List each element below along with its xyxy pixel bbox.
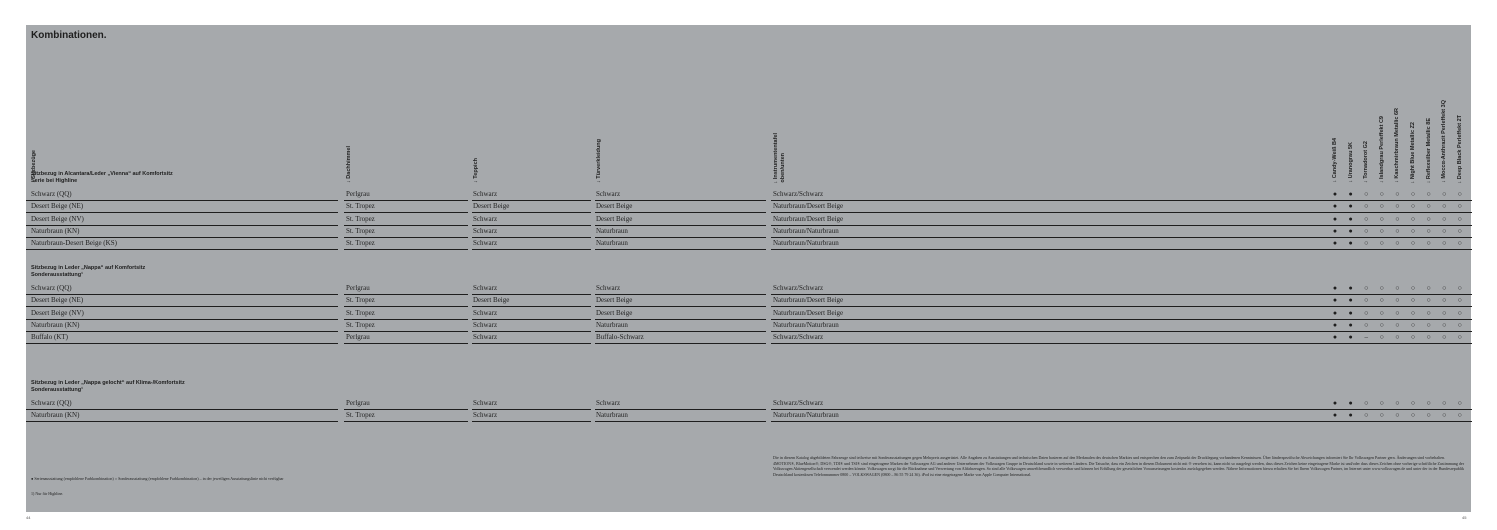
cell-instrument: Naturbraun/Naturbraun	[773, 411, 839, 420]
availability-mark: ●	[1348, 296, 1353, 305]
row-rule	[595, 189, 766, 201]
cell-seat: Schwarz (QQ)	[31, 190, 72, 198]
availability-mark: ○	[1410, 239, 1416, 248]
availability-mark: ○	[1364, 190, 1369, 198]
cell-instrument: Schwarz/Schwarz	[773, 190, 824, 198]
availability-mark: ○	[1395, 239, 1400, 248]
availability-mark: ○	[1426, 226, 1431, 235]
table-row	[26, 214, 1471, 226]
cell-carpet: Schwarz	[473, 333, 498, 342]
group-heading	[31, 265, 145, 279]
cell-headliner: St. Tropez	[346, 239, 375, 248]
row-rule	[771, 226, 1331, 238]
availability-mark: ●	[1348, 202, 1353, 211]
availability-mark: ○	[1395, 399, 1400, 407]
availability-mark: ○	[1426, 214, 1431, 223]
availability-mark: ○	[1364, 296, 1369, 305]
row-rule	[26, 398, 338, 410]
cell-instrument: Naturbraun/Naturbraun	[773, 239, 839, 248]
cell-seat: Naturbraun (KN)	[31, 320, 80, 329]
footnote: 1) Nur für Highline.	[31, 491, 64, 496]
availability-mark: ○	[1364, 320, 1369, 329]
paint-color-header: ↓ Night Blue Metallic Z2	[1410, 121, 1416, 183]
cell-carpet: Schwarz	[473, 308, 498, 317]
availability-mark: ○	[1442, 239, 1447, 248]
row-rule	[26, 332, 338, 344]
table-row	[26, 189, 1471, 201]
availability-mark: ○	[1364, 399, 1369, 407]
cell-door: Naturbraun	[596, 411, 628, 420]
row-rule	[595, 283, 766, 295]
availability-mark: ○	[1395, 284, 1400, 292]
cell-seat: Desert Beige (NV)	[31, 308, 84, 317]
cell-carpet: Desert Beige	[473, 202, 510, 211]
cell-carpet: Schwarz	[473, 239, 498, 248]
group-subtitle: Sonderausstattung¹	[31, 272, 83, 278]
availability-mark: ○	[1442, 333, 1447, 342]
group-subtitle: Sonderausstattung¹	[31, 387, 83, 393]
cell-seat: Naturbraun-Desert Beige (KS)	[31, 239, 117, 248]
paint-color-header: ↓ Uranograu 5K	[1347, 142, 1354, 183]
availability-mark: ○	[1395, 296, 1400, 305]
cell-instrument: Naturbraun/Naturbraun	[773, 226, 839, 235]
availability-mark: ○	[1410, 202, 1416, 211]
cell-seat: Desert Beige (NV)	[31, 214, 84, 223]
paint-color-header: ↓ Kaschmirbraun Metallic 6R	[1394, 108, 1401, 183]
cell-door: Desert Beige	[596, 308, 633, 317]
cell-carpet: Schwarz	[473, 399, 498, 407]
cell-instrument: Naturbraun/Naturbraun	[773, 320, 839, 329]
table-row	[26, 201, 1471, 213]
row-rule	[771, 283, 1331, 295]
availability-mark: ○	[1410, 399, 1416, 407]
row-rule	[771, 201, 1331, 213]
availability-mark: ○	[1457, 190, 1462, 198]
cell-instrument: Naturbraun/Desert Beige	[773, 214, 844, 223]
cell-instrument: Naturbraun/Desert Beige	[773, 202, 844, 211]
availability-mark: ○	[1426, 239, 1431, 248]
availability-mark: ●	[1332, 284, 1338, 292]
availability-mark: ○	[1457, 411, 1462, 420]
availability-mark: ○	[1426, 296, 1431, 305]
header-instrument: ↓ Instrumententafel oben/unten	[773, 132, 786, 183]
row-rule	[771, 189, 1331, 201]
availability-mark: ○	[1379, 202, 1384, 211]
cell-instrument: Schwarz/Schwarz	[773, 399, 824, 407]
availability-mark: ○	[1410, 190, 1416, 198]
availability-mark: ○	[1379, 320, 1384, 329]
cell-door: Desert Beige	[596, 214, 633, 223]
availability-mark: ●	[1348, 333, 1353, 342]
paint-color-header: ↓ Reflexsilber Metallic 8E	[1425, 117, 1432, 183]
cell-headliner: St. Tropez	[346, 214, 375, 223]
availability-mark: ●	[1348, 214, 1353, 223]
availability-mark: –	[1364, 333, 1368, 342]
availability-mark: ○	[1410, 296, 1416, 305]
availability-mark: ●	[1332, 296, 1338, 305]
row-rule	[771, 332, 1331, 344]
cell-carpet: Schwarz	[473, 226, 498, 235]
table-row	[26, 238, 1471, 250]
cell-headliner: Perlgrau	[346, 399, 370, 407]
group-title: Sitzbezug in Leder „Nappa“ auf Komfortsitz	[31, 265, 146, 271]
cell-seat: Desert Beige (NE)	[31, 296, 84, 305]
group-subtitle: Serie bei Highline	[31, 178, 78, 184]
availability-mark: ○	[1442, 226, 1447, 235]
combination-sheet	[26, 25, 1471, 512]
availability-mark: ○	[1395, 333, 1400, 342]
header-carpet: ↓ Teppich	[473, 158, 479, 183]
availability-mark: ○	[1379, 226, 1384, 235]
availability-mark: ○	[1442, 190, 1447, 198]
row-rule	[771, 295, 1331, 307]
cell-door: Schwarz	[596, 284, 621, 292]
availability-mark: ○	[1457, 320, 1462, 329]
availability-mark: ○	[1379, 239, 1384, 248]
cell-carpet: Schwarz	[473, 214, 498, 223]
cell-headliner: Perlgrau	[346, 190, 370, 198]
availability-mark: ○	[1457, 333, 1462, 342]
cell-seat: Schwarz (QQ)	[31, 284, 72, 292]
cell-door: Schwarz	[596, 190, 621, 198]
availability-mark: ●	[1332, 190, 1338, 198]
availability-mark: ●	[1348, 320, 1353, 329]
availability-mark: ○	[1379, 399, 1384, 407]
table-row	[26, 320, 1471, 332]
cell-door: Naturbraun	[596, 239, 628, 248]
paint-color-header: ↓ Tornadorot G2	[1363, 140, 1370, 183]
group-heading	[31, 171, 173, 185]
cell-headliner: Perlgrau	[346, 284, 370, 292]
table-row	[26, 283, 1471, 295]
availability-mark: ○	[1410, 226, 1416, 235]
availability-mark: ○	[1442, 296, 1447, 305]
paint-color-header: ↓ Islandgrau Perleffekt C9	[1378, 115, 1385, 183]
page-number-left: 44	[26, 515, 31, 520]
group-title: Sitzbezug in Alcantara/Leder „Vienna“ auf Komfortsitz	[31, 171, 173, 177]
availability-mark: ○	[1379, 190, 1384, 198]
legend: ● Serienausstattung (empfohlene Farbkombination) ○ Sonderausstattung (empfohlene Farbkombination) – in der jeweiligen Ausstattungslinie nicht verfügbar	[31, 476, 284, 481]
availability-mark: ○	[1410, 308, 1416, 317]
availability-mark: ●	[1332, 214, 1338, 223]
group-title: Sitzbezug in Leder „Nappa gelocht“ auf Klima-/Komfortsitz	[31, 380, 185, 386]
availability-mark: ○	[1426, 308, 1431, 317]
availability-mark: ○	[1426, 399, 1431, 407]
header-door: ↓ Türverkleidung	[596, 138, 602, 183]
page-title: Kombinationen.	[31, 30, 107, 41]
availability-mark: ●	[1332, 411, 1338, 420]
cell-carpet: Schwarz	[473, 284, 498, 292]
availability-mark: ●	[1348, 239, 1353, 248]
cell-seat: Schwarz (QQ)	[31, 399, 72, 407]
cell-headliner: Perlgrau	[346, 333, 370, 342]
table-row	[26, 226, 1471, 238]
availability-mark: ●	[1332, 333, 1338, 342]
row-rule	[771, 214, 1331, 226]
cell-seat: Naturbraun (KN)	[31, 411, 80, 420]
availability-mark: ●	[1332, 226, 1338, 235]
availability-mark: ○	[1457, 239, 1462, 248]
cell-seat: Desert Beige (NE)	[31, 202, 84, 211]
availability-mark: ●	[1348, 226, 1353, 235]
availability-mark: ○	[1457, 202, 1462, 211]
header-headliner: ↓ Dachhimmel	[346, 146, 352, 183]
availability-mark: ○	[1442, 214, 1447, 223]
header-seat: ↓ Sitzbezüge	[31, 149, 37, 183]
row-rule	[26, 189, 338, 201]
availability-mark: ○	[1426, 284, 1431, 292]
availability-mark: ●	[1348, 284, 1353, 292]
availability-mark: ○	[1379, 296, 1384, 305]
availability-mark: ○	[1426, 411, 1431, 420]
row-rule	[771, 398, 1331, 410]
availability-mark: ○	[1457, 308, 1462, 317]
cell-headliner: St. Tropez	[346, 202, 375, 211]
cell-door: Buffalo-Schwarz	[596, 333, 644, 342]
row-rule	[595, 398, 766, 410]
disclaimer: Die in diesem Katalog abgebildeten Fahrzeuge sind teilweise mit Sonderausstattungen gegen Mehrpreis ausgerüstet. Alle Angaben zu Ausstattungen und technischen Daten basieren auf den Merkmalen des deutschen Marktes und entsprechen den zum Zeitpunkt der Drucklegung vorhandenen Kenntnissen. Über länderspezifische Abweichungen informiert Sie Ihr Volkswagen Partner gern. Änderungen sind vorbehalten. 4MOTION®, BlueMotion®, DSG®, TDI® und TSI® sind eingetragene Marken der Volkswagen AG und anderer Unternehmen der Volkswagen Gruppe in Deutschland sowie in weiteren Ländern. Die Tatsache, dass ein Zeichen in diesem Dokument nicht mit ® versehen ist, kann nicht so ausgelegt werden, dass dieses Zeichen keine eingetragene Marke ist und/oder dass dieses Zeichen ohne vorherige schriftliche Zustimmung der Volkswagen Aktiengesellschaft verwendet werden könnte. Volkswagen sorgt für die Rücknahme und Verwertung von Altfahrzeugen. So sind alle Volkswagen umweltfreundlich verwertbar und können bei Erfüllung der gesetzlichen Voraussetzungen kostenlos zurückgegeben werden. Nähere Informationen hierzu erhalten Sie bei Ihrem Volkswagen Partner, im Internet unter www.volkswagen.de und unter der in der Bundesrepublik Deutschland kostenlosen Telefonnummer 0800 – VOLKSWAGEN (0800 – 86 55 79 24 36). iPod ist eine eingetragene Marke von Apple Computer International.	[773, 455, 1465, 477]
availability-mark: ○	[1426, 190, 1431, 198]
availability-mark: ○	[1395, 411, 1400, 420]
availability-mark: ○	[1426, 320, 1431, 329]
availability-mark: ○	[1442, 202, 1447, 211]
availability-mark: ○	[1379, 411, 1384, 420]
paint-color-header: ↓ Candy-Weiß B4	[1332, 138, 1338, 183]
availability-mark: ○	[1395, 308, 1400, 317]
availability-mark: ○	[1442, 399, 1447, 407]
table-row	[26, 410, 1471, 422]
availability-mark: ●	[1348, 411, 1353, 420]
availability-mark: ○	[1364, 239, 1369, 248]
cell-door: Schwarz	[596, 399, 621, 407]
availability-mark: ○	[1457, 214, 1462, 223]
cell-door: Desert Beige	[596, 202, 633, 211]
availability-mark: ○	[1410, 411, 1416, 420]
cell-instrument: Schwarz/Schwarz	[773, 333, 824, 342]
availability-mark: ○	[1395, 190, 1400, 198]
availability-mark: ○	[1379, 308, 1384, 317]
availability-mark: ●	[1348, 190, 1353, 198]
table-row	[26, 308, 1471, 320]
row-rule	[771, 410, 1331, 422]
availability-mark: ○	[1442, 411, 1447, 420]
availability-mark: ○	[1379, 333, 1384, 342]
cell-door: Naturbraun	[596, 320, 628, 329]
cell-seat: Buffalo (KT)	[31, 333, 68, 342]
cell-door: Desert Beige	[596, 296, 633, 305]
cell-headliner: St. Tropez	[346, 226, 375, 235]
cell-seat: Naturbraun (KN)	[31, 226, 80, 235]
availability-mark: ○	[1410, 333, 1416, 342]
availability-mark: ○	[1442, 308, 1447, 317]
availability-mark: ○	[1395, 202, 1400, 211]
availability-mark: ●	[1332, 399, 1338, 407]
availability-mark: ○	[1379, 214, 1384, 223]
cell-carpet: Schwarz	[473, 411, 498, 420]
cell-door: Naturbraun	[596, 226, 628, 235]
availability-mark: ○	[1457, 296, 1462, 305]
row-rule	[26, 283, 338, 295]
availability-mark: ●	[1332, 239, 1338, 248]
cell-headliner: St. Tropez	[346, 320, 375, 329]
row-rule	[771, 308, 1331, 320]
availability-mark: ○	[1410, 284, 1416, 292]
row-rule	[771, 320, 1331, 332]
availability-mark: ○	[1457, 226, 1462, 235]
availability-mark: ○	[1379, 284, 1384, 292]
cell-headliner: St. Tropez	[346, 411, 375, 420]
group-heading	[31, 380, 185, 394]
cell-instrument: Schwarz/Schwarz	[773, 284, 824, 292]
availability-mark: ●	[1348, 308, 1353, 317]
table-row	[26, 398, 1471, 410]
availability-mark: ○	[1364, 411, 1369, 420]
paint-color-header: ↓ Moccα-Anthrazit Perleffekt 3Q	[1441, 100, 1448, 183]
availability-mark: ○	[1395, 320, 1400, 329]
cell-instrument: Naturbraun/Desert Beige	[773, 308, 844, 317]
availability-mark: ●	[1348, 399, 1353, 407]
cell-carpet: Schwarz	[473, 320, 498, 329]
availability-mark: ○	[1364, 226, 1369, 235]
availability-mark: ○	[1395, 214, 1400, 223]
availability-mark: ○	[1410, 214, 1416, 223]
table-row	[26, 332, 1471, 344]
availability-mark: ○	[1364, 214, 1369, 223]
cell-headliner: St. Tropez	[346, 308, 375, 317]
availability-mark: ○	[1364, 308, 1369, 317]
table-row	[26, 295, 1471, 307]
availability-mark: ○	[1457, 284, 1462, 292]
availability-mark: ●	[1332, 202, 1338, 211]
row-rule	[771, 238, 1331, 250]
availability-mark: ○	[1364, 202, 1369, 211]
cell-carpet: Schwarz	[473, 190, 498, 198]
availability-mark: ○	[1364, 284, 1369, 292]
availability-mark: ○	[1395, 226, 1400, 235]
availability-mark: ○	[1457, 399, 1462, 407]
availability-mark: ○	[1426, 202, 1431, 211]
cell-instrument: Naturbraun/Desert Beige	[773, 296, 844, 305]
cell-headliner: St. Tropez	[346, 296, 375, 305]
availability-mark: ●	[1332, 320, 1338, 329]
availability-mark: ○	[1442, 284, 1447, 292]
availability-mark: ○	[1426, 333, 1431, 342]
page-number-right: 45	[1462, 515, 1467, 520]
paint-color-header: ↓ Deep Black Perleffekt 2T	[1456, 114, 1463, 183]
availability-mark: ○	[1410, 320, 1416, 329]
cell-carpet: Desert Beige	[473, 296, 510, 305]
availability-mark: ○	[1442, 320, 1447, 329]
availability-mark: ●	[1332, 308, 1338, 317]
